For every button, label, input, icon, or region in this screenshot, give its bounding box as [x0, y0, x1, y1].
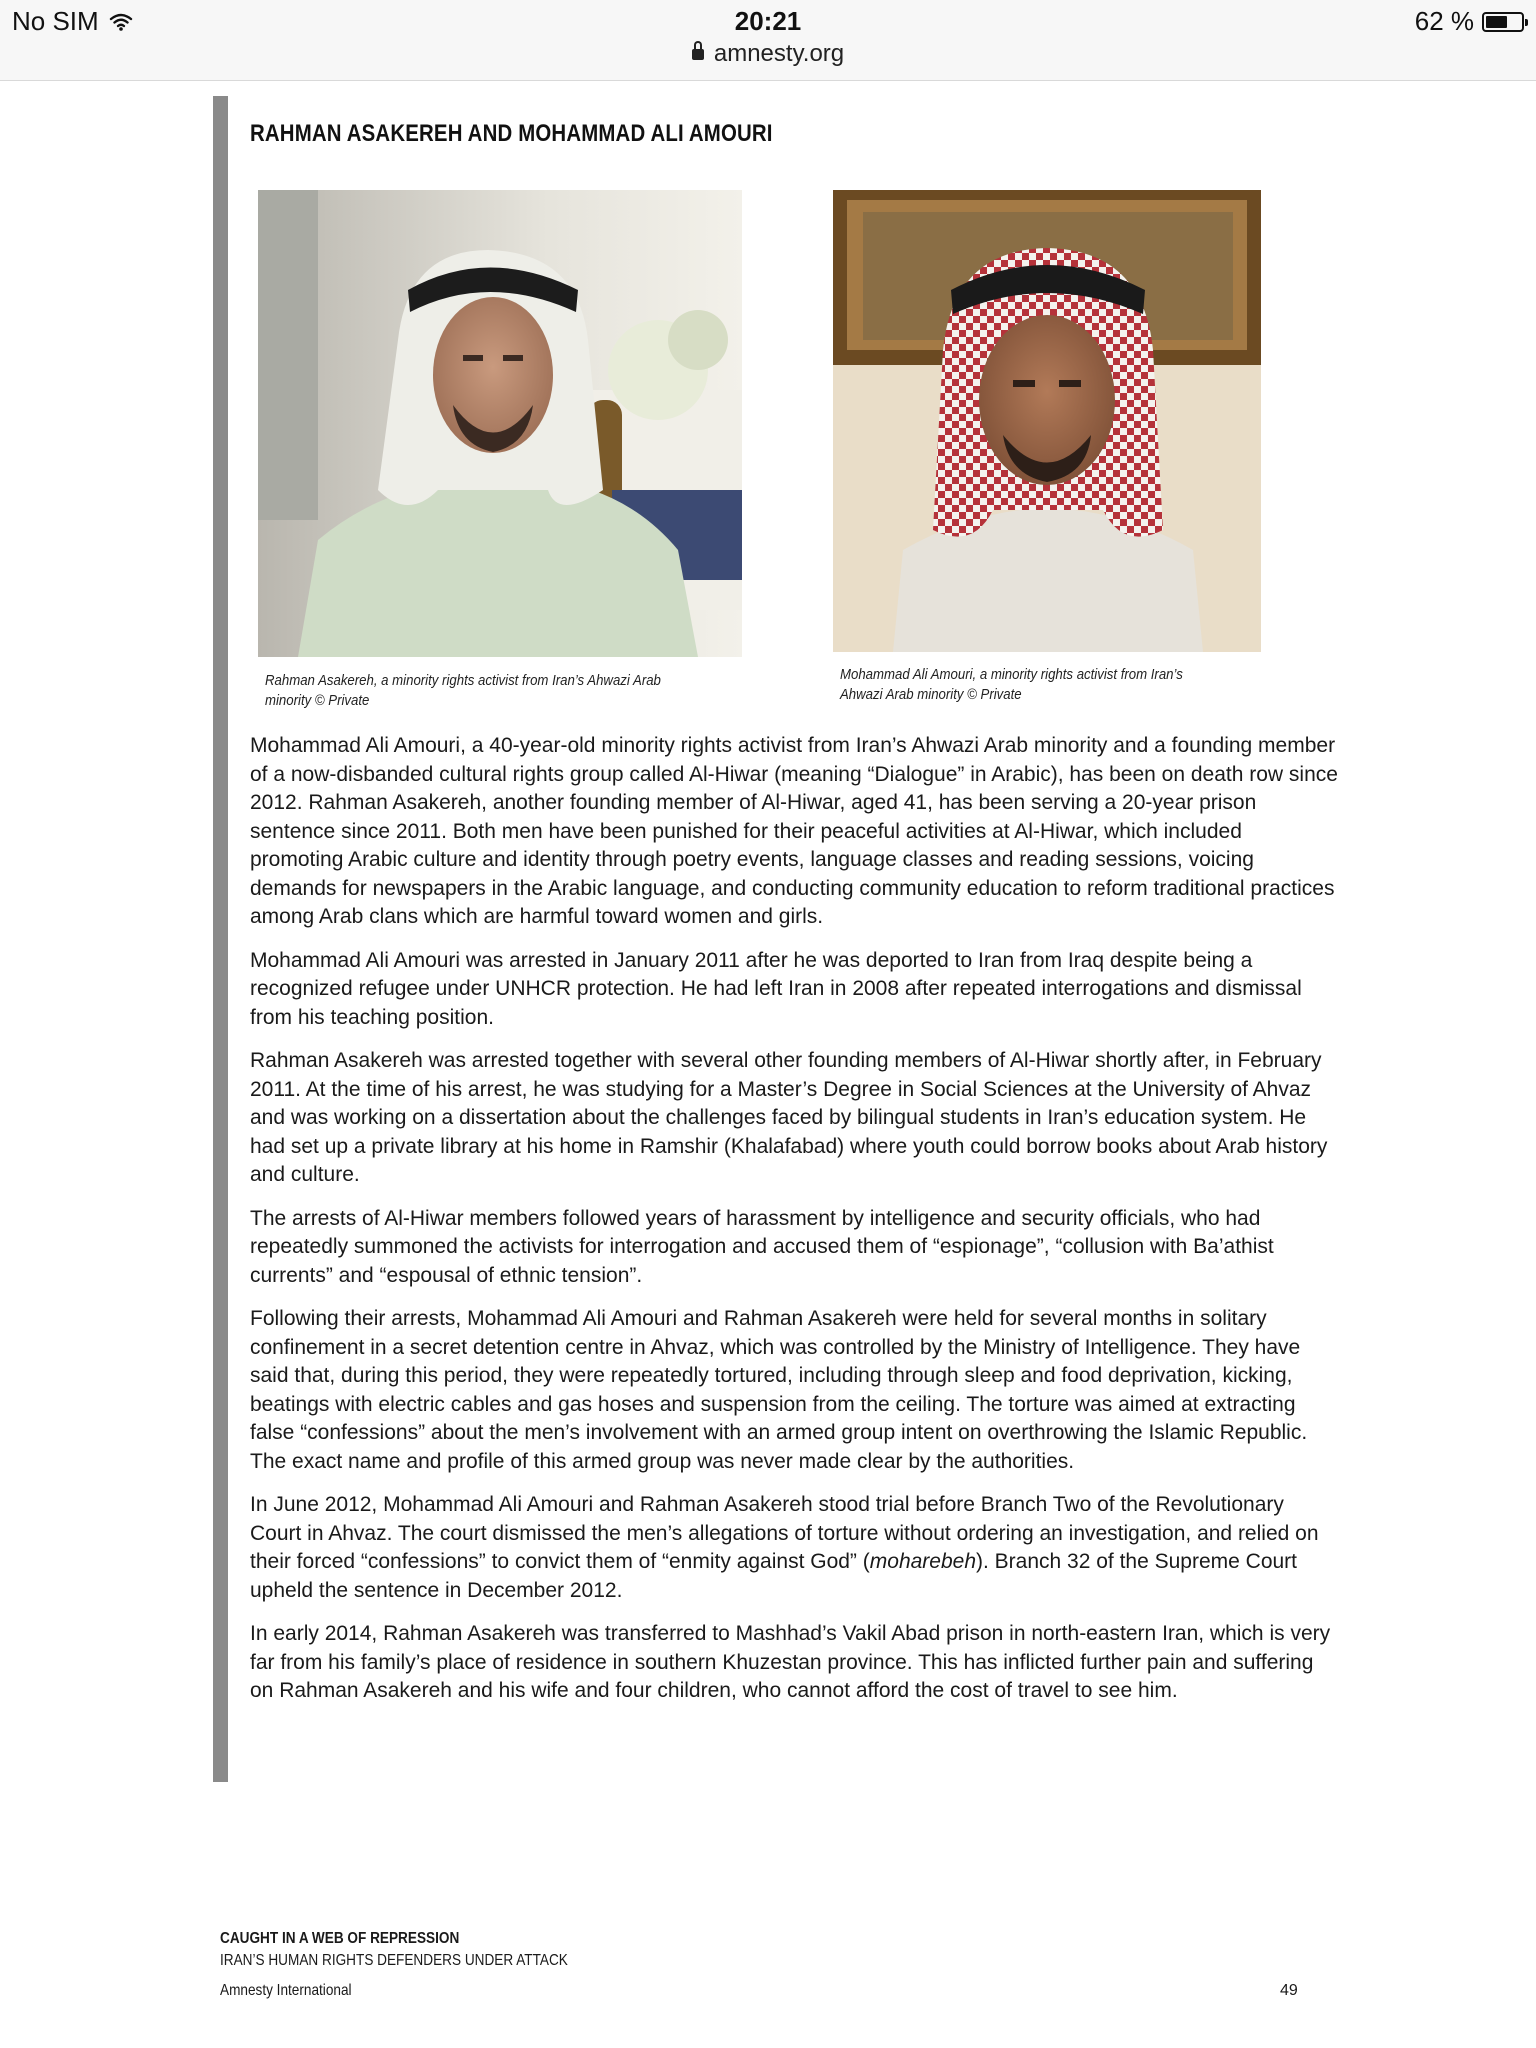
paragraph: Following their arrests, Mohammad Ali Amouri and Rahman Asakereh were held for several months in solitary confinement in a secret detention centre in Ahvaz, which was controlled by the Ministry of Intelligence. They have said that, during this period, they were repeatedly tortured, including through sleep and food deprivation, kicking, beatings with electric cables and gas hoses and suspension from the ceiling. The torture was aimed at extracting false “confessions” about the men’s involvement with an armed group intent on overthrowing the Islamic Republic. The exact name and profile of this armed group was never made clear by the authorities. — [250, 1307, 1308, 1473]
photo-caption-1: Rahman Asakereh, a minority rights activist from Iran’s Ahwazi Arab minority © Private — [265, 672, 661, 709]
section-side-bar — [213, 96, 228, 1782]
photo-caption-2: Mohammad Ali Amouri, a minority rights activist from Iran’s Ahwazi Arab minority © Private — [840, 666, 1183, 703]
address-bar[interactable] — [0, 40, 1536, 68]
battery-percent: 62 % — [1414, 6, 1474, 36]
battery-area — [1415, 6, 1524, 37]
url-text: amnesty.org — [713, 40, 845, 67]
photo-mohammad-ali-amouri — [833, 190, 1261, 652]
carrier-label: No SIM — [12, 6, 99, 36]
paragraph-italic-term: moharebeh — [869, 1550, 977, 1573]
paragraph: Mohammad Ali Amouri, a 40-year-old minority rights activist from Iran’s Ahwazi Arab minority and a founding member of a now-disbanded cultural rights group called Al-Hiwar (meaning “Dialogue” in Arabic), has been on death row since 2012. Rahman Asakereh, another founding member of Al-Hiwar, aged 41, has been serving a 20-year prison sentence since 2011. Both men have been punished for their peaceful activities at Al-Hiwar, which included promoting Arabic culture and identity through poetry events, language classes and reading sessions, voicing demands for newspapers in the Arabic language, and conducting community education to reform traditional practices among Arab clans which are harmful toward women and girls. — [250, 734, 1338, 928]
paragraph: The arrests of Al-Hiwar members followed years of harassment by intelligence and security officials, who had repeatedly summoned the activists for interrogation and accused them of “espionage”, “collusion with Ba’athist currents” and “espousal of ethnic tension”. — [250, 1206, 1274, 1287]
page-title: RAHMAN ASAKEREH AND MOHAMMAD ALI AMOURI — [250, 120, 773, 147]
paragraph: In early 2014, Rahman Asakereh was transferred to Mashhad’s Vakil Abad prison in north-eastern Iran, which is very far from his family’s place of residence in southern Khuzestan province. This has inflicted further pain and suffering on Rahman Asakereh and his wife and four children, who cannot afford the cost of travel to see him. — [250, 1622, 1331, 1702]
footer-organization: Amnesty International — [220, 1982, 352, 1999]
status-bar — [0, 0, 1536, 81]
article-body — [250, 732, 1340, 1721]
photo-rahman-asakereh — [258, 190, 742, 657]
paragraph-text: In June 2012, Mohammad Ali Amouri and Rahman Asakereh stood trial before Branch Two of the Revolutionary Court in Ahvaz. The court dismissed the men’s allegations of torture without ordering an investigation, and relied on their forced “confessions” to convict them of “enmity against God” ( — [250, 1493, 1319, 1573]
footer-report-subtitle: IRAN’S HUMAN RIGHTS DEFENDERS UNDER ATTACK — [220, 1952, 568, 1969]
paragraph: Mohammad Ali Amouri was arrested in January 2011 after he was deported to Iran from Iraq despite being a recognized refugee under UNHCR protection. He had left Iran in 2008 after repeated interrogations and dismissal from his teaching position. — [250, 948, 1302, 1029]
paragraph-text: ). Branch 32 of the Supreme Court upheld the sentence in December 2012. — [250, 1550, 1298, 1602]
paragraph — [250, 1491, 1340, 1605]
battery-icon — [1482, 12, 1524, 32]
paragraph: Rahman Asakereh was arrested together with several other founding members of Al-Hiwar shortly after, in February 2011. At the time of his arrest, he was studying for a Master’s Degree in Social Sciences at the University of Ahvaz and was working on a dissertation about the challenges faced by bilingual students in Iran’s education system. He had set up a private library at his home in Ramshir (Khalafabad) where youth could borrow books about Arab history and culture. — [250, 1049, 1328, 1186]
lock-icon — [692, 49, 704, 60]
page-number: 49 — [1280, 1982, 1298, 1999]
clock: 20:21 — [734, 6, 802, 36]
footer-report-title: CAUGHT IN A WEB OF REPRESSION — [220, 1930, 460, 1947]
